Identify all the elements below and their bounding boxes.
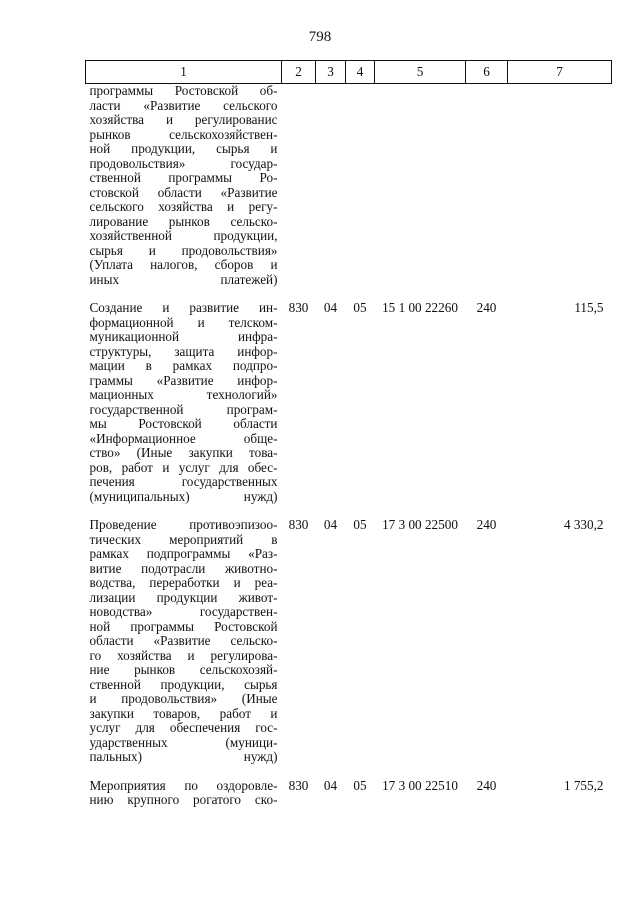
table-row bbox=[86, 84, 612, 288]
description-line: программы Ростовской об- bbox=[89, 83, 278, 98]
description-line: формационной и телском- bbox=[89, 314, 278, 330]
description-line: муникационной инфра- bbox=[89, 329, 278, 344]
table-row bbox=[86, 287, 612, 504]
description-line: сельского хозяйства и регу- bbox=[89, 199, 278, 214]
description-line: Проведение противоэпизоо- bbox=[89, 517, 278, 532]
description-line: иных платежей) bbox=[89, 271, 278, 287]
amount-cell: 1 755,2 bbox=[563, 777, 604, 793]
description-line: Создание и развитие ин- bbox=[89, 300, 278, 315]
description-line: го хозяйства и регулирова- bbox=[89, 647, 278, 663]
amount-cell bbox=[508, 84, 612, 288]
description-line: ние рынков сельскохозяй- bbox=[89, 662, 278, 677]
description-line: граммы «Развитие инфор- bbox=[89, 372, 278, 388]
description-line: печения государственных bbox=[89, 474, 278, 489]
table-header bbox=[86, 61, 612, 84]
description-line: тических мероприятий в bbox=[89, 531, 278, 547]
description-line: лирование рынков сельско- bbox=[89, 213, 278, 229]
description-line: новодства» государствен- bbox=[89, 604, 278, 619]
ministry-code-cell: 830 bbox=[288, 517, 309, 532]
column-header-7: 7 bbox=[508, 61, 612, 84]
description-cell bbox=[86, 84, 282, 288]
description-line: услуг для обеспечения гос- bbox=[89, 720, 278, 735]
description-line: ударственных (муници- bbox=[89, 734, 278, 750]
expense-type-cell: 240 bbox=[476, 777, 497, 793]
description-line: рынков сельскохозяйствен- bbox=[89, 126, 278, 142]
column-header-4: 4 bbox=[346, 61, 375, 84]
description-line: мы Ростовской области bbox=[89, 416, 278, 431]
description-line: лизации продукции живот- bbox=[89, 589, 278, 605]
description-line: витие подотрасли животно- bbox=[89, 560, 278, 576]
target-article-cell: 17 3 00 22510 bbox=[382, 777, 458, 793]
subsection-code-cell bbox=[346, 84, 375, 288]
table-row bbox=[86, 504, 612, 765]
description-line: продовольствия» государ- bbox=[89, 155, 278, 171]
description-line: рамках подпрограммы «Раз- bbox=[89, 546, 278, 561]
description-line: ной программы Ростовской bbox=[89, 618, 278, 634]
expense-type-cell: 240 bbox=[476, 517, 497, 532]
ministry-code-cell bbox=[282, 84, 316, 288]
description-line: мации в рамках подпро- bbox=[89, 358, 278, 373]
target-article-cell bbox=[375, 84, 466, 288]
target-article-cell: 15 1 00 22260 bbox=[382, 300, 458, 315]
subsection-code-cell: 05 bbox=[353, 777, 367, 793]
description-line: (муниципальных) нужд) bbox=[89, 488, 278, 504]
expense-type-cell bbox=[466, 84, 508, 288]
amount-cell: 4 330,2 bbox=[563, 517, 604, 532]
description-line: области «Развитие сельско- bbox=[89, 633, 278, 648]
description-line: закупки товаров, работ и bbox=[89, 705, 278, 721]
description-line: водства, переработки и реа- bbox=[89, 575, 278, 590]
description-line: пальных) нужд) bbox=[89, 749, 278, 764]
description-line: мационных технологий» bbox=[89, 387, 278, 402]
description-line: ласти «Развитие сельского bbox=[89, 97, 278, 113]
section-code-cell: 04 bbox=[323, 517, 338, 532]
section-code-cell: 04 bbox=[323, 300, 338, 315]
description-line: хозяйства и регулированис bbox=[89, 112, 278, 127]
amount-cell: 115,5 bbox=[574, 300, 604, 315]
description-line: структуры, защита инфор- bbox=[89, 343, 278, 359]
subsection-code-cell: 05 bbox=[353, 300, 367, 315]
page-number: 798 bbox=[308, 29, 332, 45]
description-cell bbox=[86, 765, 282, 808]
subsection-code-cell: 05 bbox=[353, 517, 367, 532]
description-line: ственной продукции, сырья bbox=[89, 676, 278, 692]
budget-table bbox=[85, 60, 612, 808]
description-line: (Уплата налогов, сборов и bbox=[89, 257, 278, 272]
target-article-cell: 17 3 00 22500 bbox=[382, 517, 458, 532]
description-cell bbox=[86, 504, 282, 765]
description-line: ственной программы Ро- bbox=[89, 170, 278, 185]
table-row bbox=[86, 765, 612, 808]
column-header-5: 5 bbox=[375, 61, 466, 84]
column-header-1: 1 bbox=[86, 61, 282, 84]
expense-type-cell: 240 bbox=[476, 300, 497, 315]
description-line: стовской области «Развитие bbox=[89, 184, 278, 200]
column-header-2: 2 bbox=[282, 61, 316, 84]
description-line: ров, работ и услуг для обес- bbox=[89, 459, 278, 475]
description-line: ство» (Иные закупки това- bbox=[89, 445, 278, 460]
section-code-cell: 04 bbox=[323, 777, 338, 793]
description-cell bbox=[86, 287, 282, 504]
description-line: нию крупного рогатого ско- bbox=[89, 792, 278, 807]
ministry-code-cell: 830 bbox=[288, 777, 309, 793]
description-line: Мероприятия по оздоровле- bbox=[89, 777, 278, 793]
header-row bbox=[86, 61, 612, 84]
description-line: хозяйственной продукции, bbox=[89, 228, 278, 243]
description-line: государственной програм- bbox=[89, 401, 278, 417]
column-header-6: 6 bbox=[466, 61, 508, 84]
column-header-3: 3 bbox=[316, 61, 346, 84]
section-code-cell bbox=[316, 84, 346, 288]
description-line: сырья и продовольствия» bbox=[89, 242, 278, 258]
table-body bbox=[86, 84, 612, 808]
description-line: и продовольствия» (Иные bbox=[89, 691, 278, 706]
description-line: «Информационное обще- bbox=[89, 430, 278, 446]
description-line: ной продукции, сырья и bbox=[89, 141, 278, 156]
ministry-code-cell: 830 bbox=[288, 300, 309, 315]
